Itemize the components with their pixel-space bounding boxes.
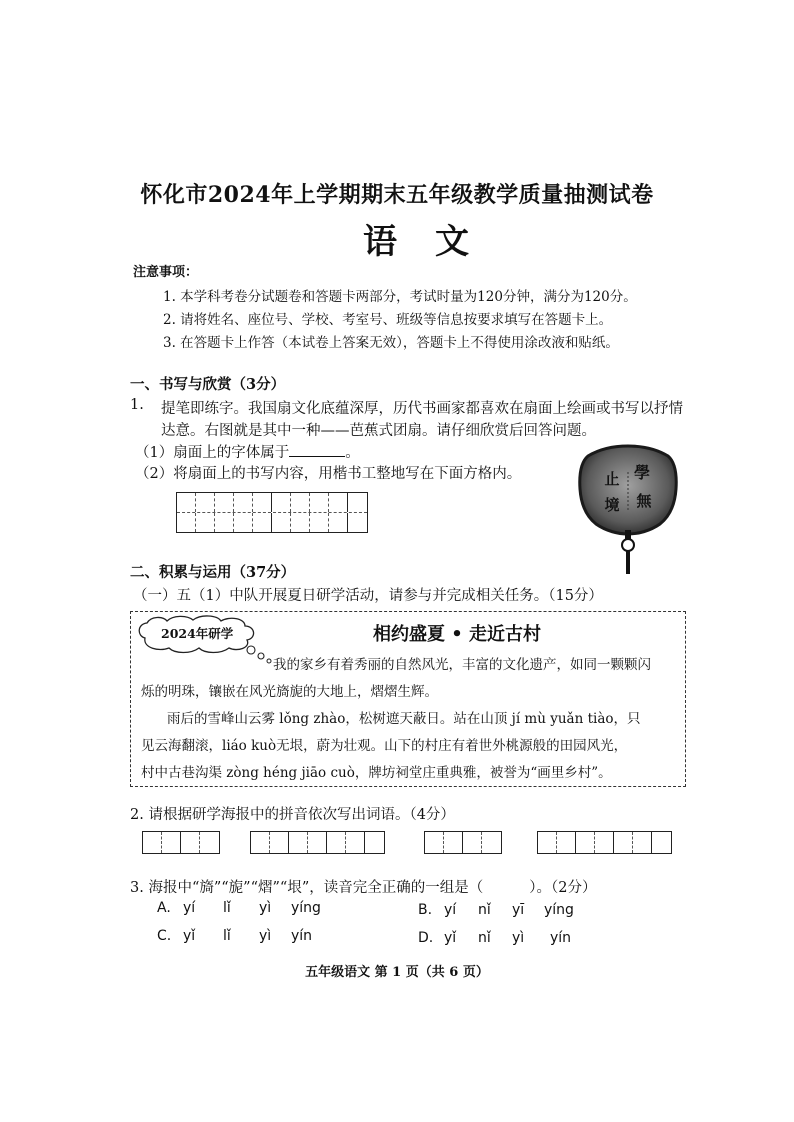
answer-grid-3[interactable] — [424, 831, 502, 854]
answer-grid-4[interactable] — [537, 831, 672, 854]
pinyin: yí — [444, 902, 457, 918]
pinyin: lǐ — [223, 928, 231, 944]
section-2-heading: 二、积累与运用（37分） — [130, 564, 296, 581]
poster-p1-line-2: 烁的明珠，镶嵌在风光旖旎的大地上，熠熠生辉。 — [141, 684, 438, 700]
pinyin: nǐ — [478, 930, 491, 946]
answer-grid-1[interactable] — [142, 831, 220, 854]
question-3-score: ）。（2分） — [529, 880, 597, 896]
subject-title: 语文 — [363, 222, 507, 262]
note-item-2: 2. 请将姓名、座位号、学校、考室号、班级等信息按要求填写在答题卡上。 — [163, 312, 613, 328]
poster-title: 相约盛夏 • 走近古村 — [373, 624, 542, 645]
note-item-1: 1. 本学科考卷分试题卷和答题卡两部分，考试时量为120分钟，满分为120分。 — [163, 289, 637, 305]
pinyin: yín — [550, 930, 572, 946]
pinyin: yíng — [291, 900, 321, 916]
pinyin: yì — [512, 930, 525, 946]
option-label: A. — [157, 900, 171, 916]
pinyin: yì — [259, 900, 272, 916]
option-c[interactable] — [157, 928, 313, 944]
pinyin: yín — [291, 928, 313, 944]
option-a[interactable] — [157, 900, 321, 916]
question-1-line-1: 提笔即练字。我国扇文化底蕴深厚，历代书画家都喜欢在扇面上绘画或书写以抒情 — [161, 401, 683, 417]
poster-badge-text: 2024年研学 — [161, 626, 234, 641]
pinyin: lǐ — [223, 900, 231, 916]
writing-grid[interactable] — [176, 492, 368, 533]
option-label: C. — [157, 928, 172, 944]
notes-heading: 注意事项： — [133, 265, 199, 280]
question-2: 2. 请根据研学海报中的拼音依次写出词语。（4分） — [130, 807, 455, 823]
option-label: B. — [418, 902, 433, 918]
pinyin: yíng — [544, 902, 574, 918]
fan-char-3: 境 — [604, 496, 620, 514]
poster-p2-line-1: 雨后的雪峰山云雾 lǒng zhào，松树遮天蔽日。站在山顶 jí mù yuǎn tiào，只 — [167, 711, 641, 727]
question-1-line-2: 达意。右图就是其中一种——芭蕉式团扇。请仔细欣赏后回答问题。 — [161, 423, 596, 439]
exam-title: 怀化市2024年上学期期末五年级教学质量抽测试卷 — [140, 182, 654, 208]
fan-char-4: 無 — [636, 492, 652, 510]
poster-p2-line-3: 村中古巷沟渠 zòng héng jiāo cuò，牌坊祠堂庄重典雅，被誉为“画里乡村”。 — [141, 765, 612, 781]
pinyin: yī — [512, 902, 525, 918]
pinyin: yǐ — [444, 930, 457, 946]
pinyin: nǐ — [478, 902, 491, 918]
fan-illustration — [578, 444, 678, 574]
question-3 — [130, 876, 596, 897]
question-3-text: 3. 海报中“旖”“旎”“熠”“垠”，读音完全正确的一组是（ — [130, 880, 484, 896]
page-footer: 五年级语文 第 1 页（共 6 页） — [305, 965, 489, 980]
note-item-3: 3. 在答题卡上作答（本试卷上答案无效），答题卡上不得使用涂改液和贴纸。 — [163, 335, 619, 351]
sub-question-2: （2）将扇面上的书写内容，用楷书工整地写在下面方格内。 — [135, 466, 522, 482]
sub-question-1-end: 。 — [345, 445, 360, 461]
study-trip-poster — [130, 611, 686, 787]
option-d[interactable] — [418, 930, 572, 946]
pinyin: yí — [183, 900, 196, 916]
poster-p1-line-1: 我的家乡有着秀丽的自然风光，丰富的文化遗产，如同一颗颗闪 — [273, 657, 651, 673]
option-label: D. — [418, 930, 434, 946]
cloud-badge-icon — [133, 614, 283, 670]
pinyin: yì — [259, 928, 272, 944]
answer-blank[interactable] — [289, 444, 345, 457]
poster-p2-line-2: 见云海翻滚，liáo kuò无垠，蔚为壮观。山下的村庄有着世外桃源般的田园风光， — [141, 738, 628, 754]
section-1-heading: 一、书写与欣赏（3分） — [130, 376, 286, 393]
question-1-number: 1. — [130, 397, 144, 413]
fan-char-2: 止 — [604, 470, 620, 488]
part-1-instruction: （一）五（1）中队开展夏日研学活动，请参与并完成相关任务。（15分） — [133, 588, 603, 604]
answer-grid-2[interactable] — [250, 831, 385, 854]
sub-question-1-text: （1）扇面上的字体属于 — [135, 445, 290, 461]
pinyin: yǐ — [183, 928, 196, 944]
option-b[interactable] — [418, 902, 574, 918]
sub-question-1 — [135, 441, 360, 462]
fan-char-1: 學 — [633, 463, 651, 482]
